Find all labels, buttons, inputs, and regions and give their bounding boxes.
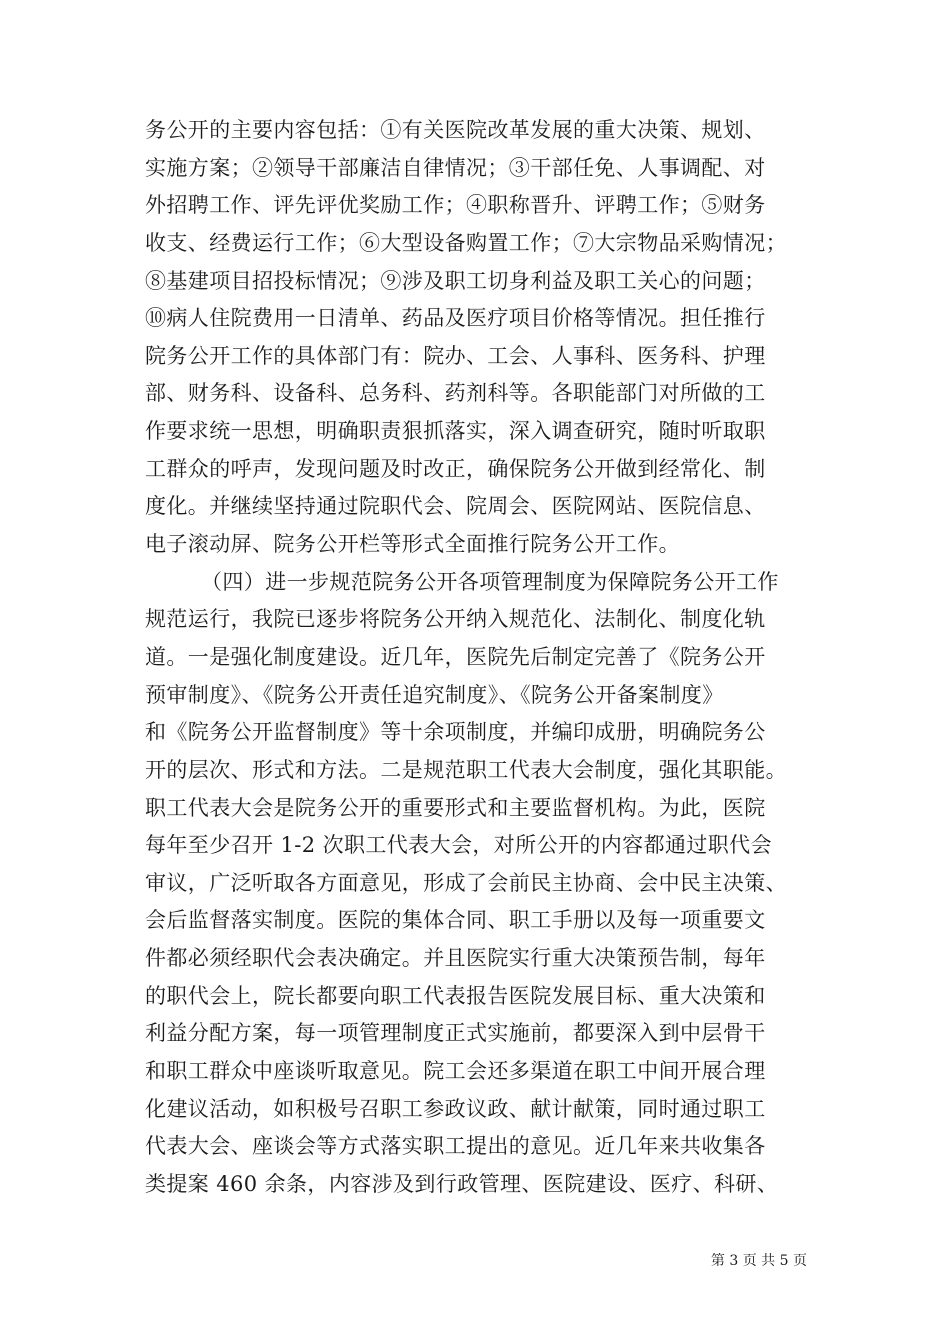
text-line: 会后监督落实制度。医院的集体合同、职工手册以及每一项重要文 bbox=[145, 908, 766, 933]
text-line: 类提案 460 余条，内容涉及到行政管理、医院建设、医疗、科研、 bbox=[145, 1171, 779, 1196]
text-line: 和《院务公开监督制度》等十余项制度，并编印成册，明确院务公 bbox=[145, 720, 766, 745]
text-line: 作要求统一思想，明确职责狠抓落实，深入调查研究，随时听取职 bbox=[145, 419, 766, 444]
text-line: 代表大会、座谈会等方式落实职工提出的意见。近几年来共收集各 bbox=[145, 1134, 766, 1159]
text-line: ⑩病人住院费用一日清单、药品及医疗项目价格等情况。担任推行 bbox=[145, 306, 766, 331]
text-line: 件都必须经职代会表决确定。并且医院实行重大决策预告制，每年 bbox=[145, 946, 766, 971]
text-line: 每年至少召开 1-2 次职工代表大会，对所公开的内容都通过职代会 bbox=[145, 833, 772, 858]
text-line: 开的层次、形式和方法。二是规范职工代表大会制度，强化其职能。 bbox=[145, 757, 787, 782]
text-line: 收支、经费运行工作；⑥大型设备购置工作；⑦大宗物品采购情况； bbox=[145, 230, 787, 255]
text-line: 外招聘工作、评先评优奖励工作；④职称晋升、评聘工作；⑤财务 bbox=[145, 193, 766, 218]
text-line: 的职代会上，院长都要向职工代表报告医院发展目标、重大决策和 bbox=[145, 983, 766, 1008]
text-line: 审议，广泛听取各方面意见，形成了会前民主协商、会中民主决策、 bbox=[145, 870, 787, 895]
text-line: 部、财务科、设备科、总务科、药剂科等。各职能部门对所做的工 bbox=[145, 381, 766, 406]
text-line: 职工代表大会是院务公开的重要形式和主要监督机构。为此，医院 bbox=[145, 795, 766, 820]
text-line: 度化。并继续坚持通过院职代会、院周会、医院网站、医院信息、 bbox=[145, 494, 766, 519]
text-line: 化建议活动，如积极号召职工参政议政、献计献策，同时通过职工 bbox=[145, 1096, 766, 1121]
page-number: 第 3 页 共 5 页 bbox=[710, 1253, 807, 1269]
body-text bbox=[145, 112, 825, 1204]
text-line: 规范运行，我院已逐步将院务公开纳入规范化、法制化、制度化轨 bbox=[145, 607, 766, 632]
text-line: ⑧基建项目招投标情况；⑨涉及职工切身利益及职工关心的问题； bbox=[145, 268, 766, 293]
text-line: 电子滚动屏、院务公开栏等形式全面推行院务公开工作。 bbox=[145, 532, 680, 557]
text-line: 务公开的主要内容包括：①有关医院改革发展的重大决策、规划、 bbox=[145, 118, 766, 142]
text-line: 和职工群众中座谈听取意见。院工会还多渠道在职工中间开展合理 bbox=[145, 1059, 766, 1084]
text-line: 道。一是强化制度建设。近几年，医院先后制定完善了《院务公开 bbox=[145, 644, 766, 669]
text-line: 预审制度》、《院务公开责任追究制度》、《院务公开备案制度》 bbox=[145, 682, 724, 707]
section-heading-line: （四）进一步规范院务公开各项管理制度为保障院务公开工作 bbox=[201, 569, 779, 594]
text-line: 实施方案；②领导干部廉洁自律情况；③干部任免、人事调配、对 bbox=[145, 155, 766, 180]
text-line: 院务公开工作的具体部门有：院办、工会、人事科、医务科、护理 bbox=[145, 343, 766, 368]
text-line: 利益分配方案，每一项管理制度正式实施前，都要深入到中层骨干 bbox=[145, 1021, 766, 1046]
text-line: 工群众的呼声，发现问题及时改正，确保院务公开做到经常化、制 bbox=[145, 456, 766, 481]
